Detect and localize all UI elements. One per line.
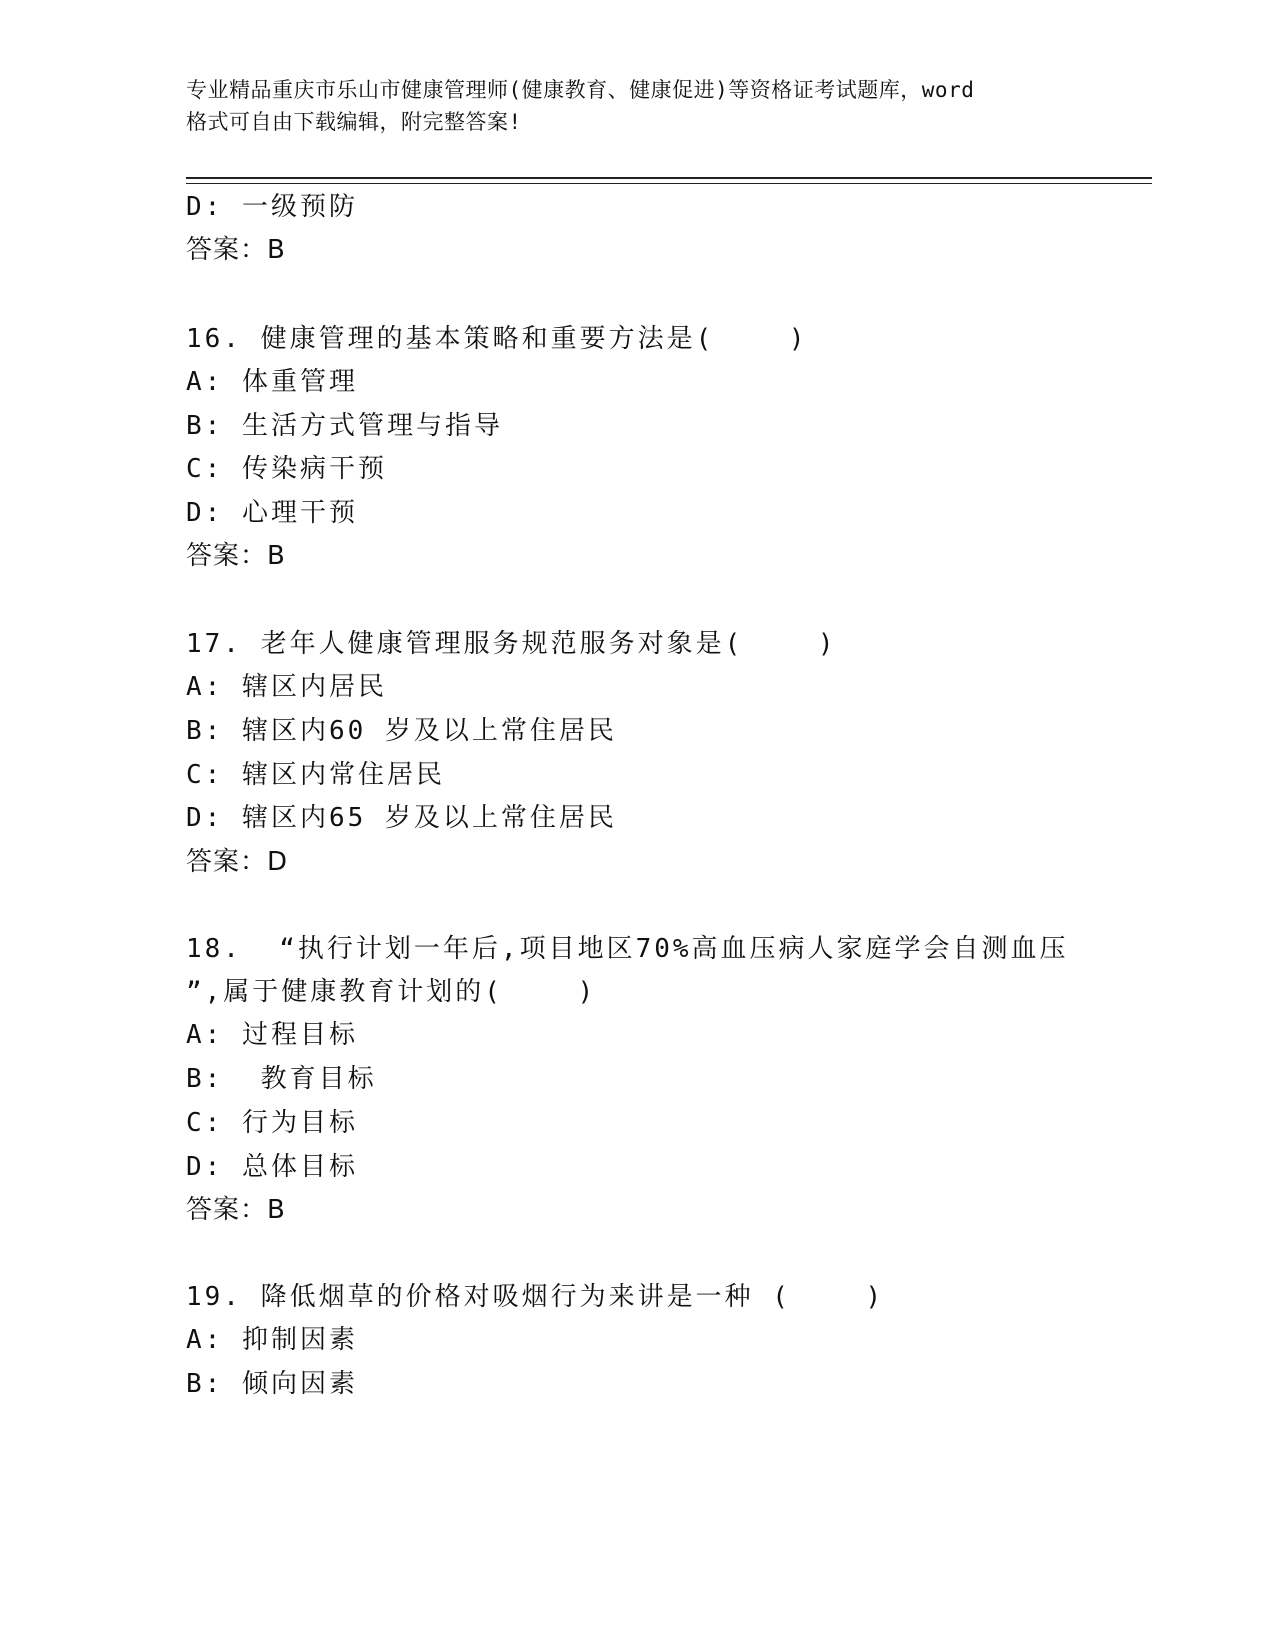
question-18-option-d: D: 总体目标 <box>186 1152 358 1182</box>
question-17-option-a: A: 辖区内居民 <box>186 672 387 702</box>
question-19-option-b: B: 倾向因素 <box>186 1369 358 1399</box>
question-18-option-b: B: 教育目标 <box>186 1064 377 1094</box>
question-16-option-c: C: 传染病干预 <box>186 454 387 484</box>
document-header <box>186 74 1086 138</box>
question-18-answer: 答案：B <box>186 1195 286 1225</box>
header-line-2: 格式可自由下载编辑，附完整答案! <box>186 110 522 134</box>
header-divider-thin <box>186 183 1152 184</box>
question-16-option-a: A: 体重管理 <box>186 367 358 397</box>
question-17-stem: 17. 老年人健康管理服务规范服务对象是( ) <box>186 629 837 659</box>
question-16-answer: 答案：B <box>186 541 286 571</box>
prev-answer: 答案：B <box>186 235 286 265</box>
header-line-1: 专业精品重庆市乐山市健康管理师(健康教育、健康促进)等资格证考试题库，word <box>186 78 975 102</box>
question-17-option-c: C: 辖区内常住居民 <box>186 760 445 790</box>
question-17-answer: 答案：D <box>186 847 289 877</box>
question-16-option-d: D: 心理干预 <box>186 498 358 528</box>
question-18-stem-line-1: 18. “执行计划一年后,项目地区70%高血压病人家庭学会自测血压 <box>186 934 1069 964</box>
header-divider-thick <box>186 177 1152 179</box>
question-16-stem: 16. 健康管理的基本策略和重要方法是( ) <box>186 324 808 354</box>
prev-option-d: D: 一级预防 <box>186 192 358 222</box>
question-18-option-c: C: 行为目标 <box>186 1108 358 1138</box>
question-18-stem-line-2: ”,属于健康教育计划的( ) <box>186 977 597 1007</box>
question-19-option-a: A: 抑制因素 <box>186 1325 358 1355</box>
question-18-option-a: A: 过程目标 <box>186 1020 358 1050</box>
question-17-option-b: B: 辖区内60 岁及以上常住居民 <box>186 716 617 746</box>
question-16-option-b: B: 生活方式管理与指导 <box>186 411 503 441</box>
question-19-stem: 19. 降低烟草的价格对吸烟行为来讲是一种 ( ) <box>186 1282 885 1312</box>
question-17-option-d: D: 辖区内65 岁及以上常住居民 <box>186 803 617 833</box>
